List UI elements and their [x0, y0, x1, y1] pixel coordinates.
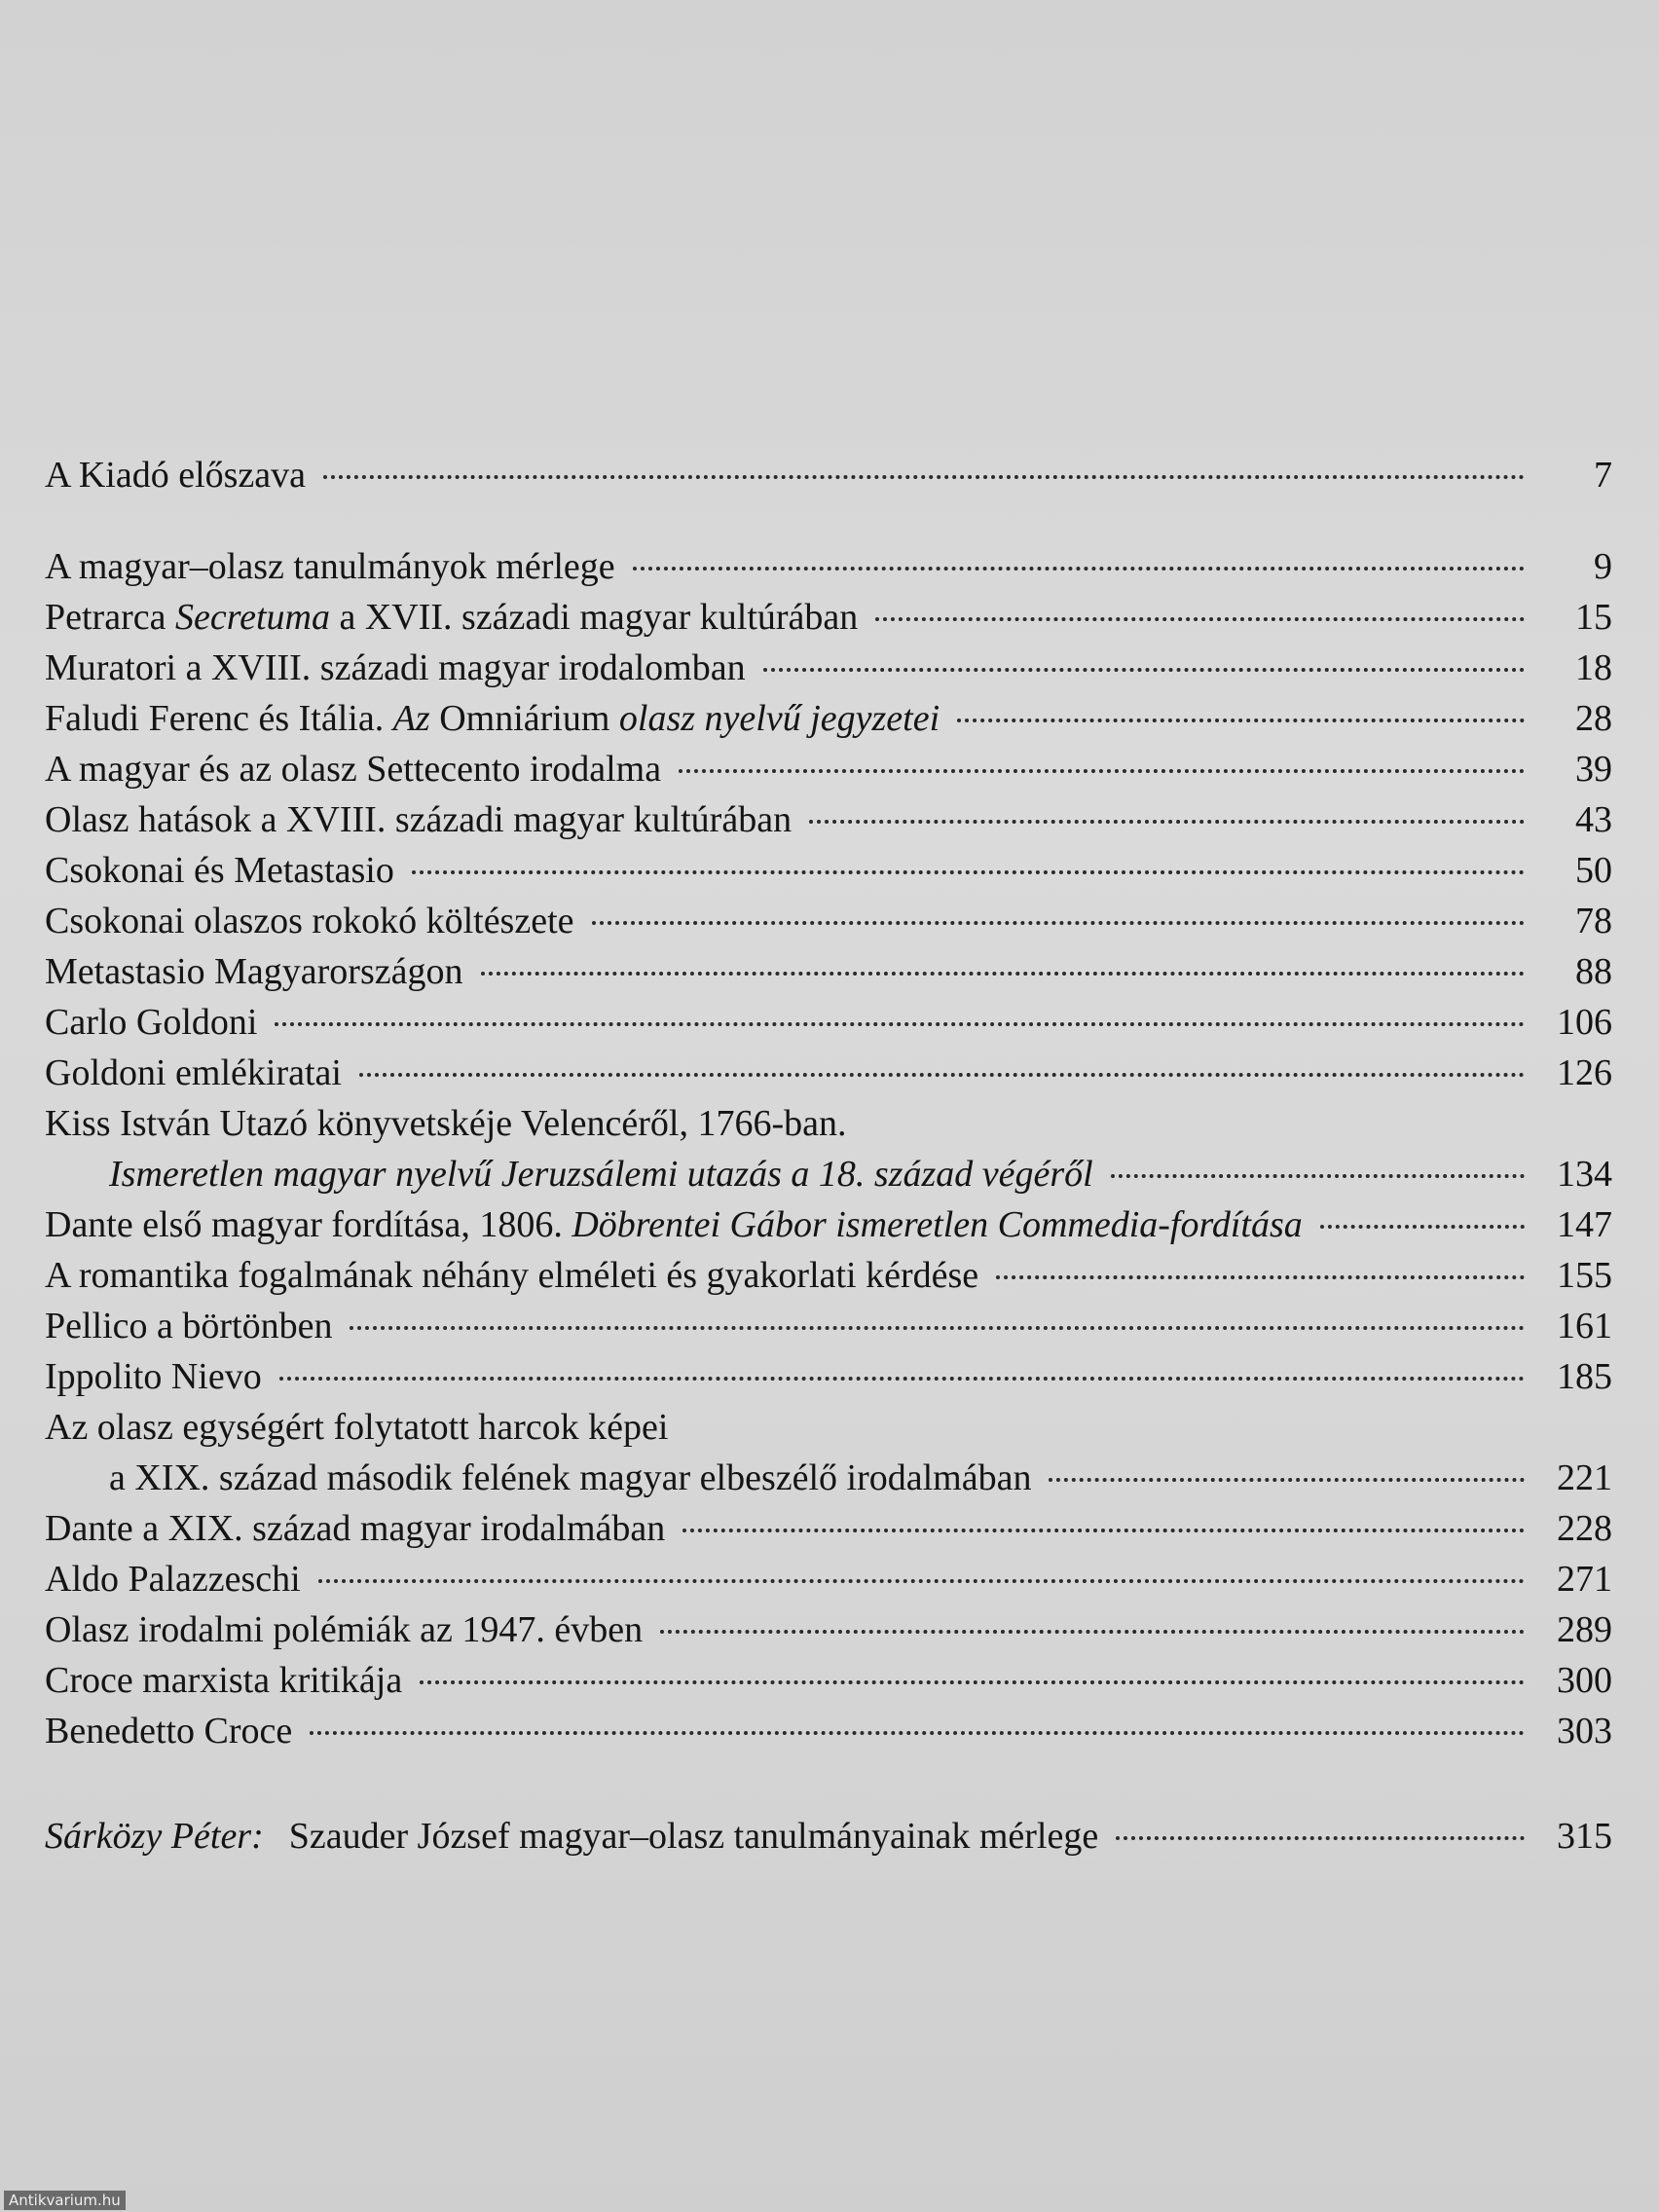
- toc-entry-title: [45, 1301, 332, 1351]
- toc-entry-page-number: 303: [1557, 1711, 1612, 1751]
- toc-entry-title: [45, 1250, 978, 1301]
- toc-entry-page-number: 7: [1594, 455, 1612, 496]
- toc-entry-title-part: Az olasz egységért folytatott harcok képei: [45, 1407, 669, 1448]
- toc-entry-title-part: Secretuma: [174, 597, 330, 638]
- toc-entry-title: [45, 1402, 668, 1453]
- toc-entry-page-number: 221: [1557, 1457, 1612, 1498]
- dot-leader: [318, 1579, 1525, 1583]
- dot-leader: [481, 972, 1526, 976]
- toc-entry-title: [45, 1706, 292, 1756]
- toc-entry-title: [45, 744, 661, 794]
- toc-entry-title: [45, 1199, 1303, 1250]
- toc-entry: [45, 1554, 1612, 1604]
- dot-leader: [809, 820, 1525, 824]
- dot-leader: [957, 719, 1525, 722]
- toc-entry-title-part: Ismeretlen magyar nyelvű Jeruzsálemi utazás a 18. század végéről: [109, 1154, 1093, 1195]
- toc-entry: [45, 1655, 1612, 1706]
- toc-entry-title: [45, 1655, 402, 1706]
- toc-entry: [45, 896, 1612, 946]
- toc-entry-title-part: olasz nyelvű jegyzetei: [609, 698, 940, 739]
- dot-leader: [279, 1377, 1525, 1381]
- toc-entry-title-part: Szauder József magyar–olasz tanulmányainak mérlege: [288, 1816, 1099, 1857]
- toc-entry: [45, 1402, 1612, 1453]
- toc-entry-title: [45, 450, 306, 500]
- toc-entry-title: [45, 997, 257, 1048]
- toc-entry-title-part: Dante a XIX. század magyar irodalmában: [45, 1508, 666, 1549]
- toc-entry-page-number: 155: [1557, 1255, 1612, 1296]
- toc-entry-title-part: Benedetto Croce: [45, 1711, 293, 1751]
- toc-entry-title: [45, 1351, 262, 1402]
- toc-entry-title: [45, 946, 463, 997]
- toc-entry-title: [45, 896, 574, 946]
- dot-leader: [592, 921, 1525, 925]
- toc-entry: [45, 1250, 1612, 1301]
- toc-entry-title-part: Muratori a XVIII. századi magyar irodalomban: [45, 647, 746, 688]
- toc-entry-title: [45, 1503, 665, 1554]
- toc-entry: [45, 794, 1612, 845]
- toc-entry: [45, 1199, 1612, 1250]
- dot-leader: [350, 1326, 1525, 1330]
- dot-leader: [660, 1630, 1525, 1634]
- toc-entry-title-part: Faludi Ferenc és Itália.: [45, 698, 393, 739]
- toc-entry-page-number: 161: [1557, 1306, 1612, 1346]
- toc-entry-title: [45, 541, 615, 592]
- toc-entry-title: [45, 1453, 1031, 1503]
- toc-entry-title-part: Dante első magyar fordítása, 1806.: [45, 1204, 572, 1245]
- toc-entry-page-number: 315: [1557, 1816, 1612, 1857]
- toc-entry-title-part: A magyar és az olasz Settecento irodalma: [45, 749, 662, 790]
- dot-leader: [633, 567, 1525, 571]
- toc-entry-title: [45, 1149, 1093, 1199]
- toc-entry: [45, 1098, 1612, 1149]
- toc-entry: [45, 1503, 1612, 1554]
- toc-entry: [45, 1811, 1612, 1862]
- toc-entry-title: [45, 1098, 846, 1149]
- toc-entry-title-part: Döbrentei Gábor ismeretlen Commedia-fordítása: [571, 1204, 1303, 1245]
- dot-leader: [310, 1731, 1525, 1735]
- toc-entry-title-part: Petrarca: [45, 597, 175, 638]
- toc-entry-page-number: 28: [1575, 698, 1612, 739]
- dot-leader: [1111, 1174, 1525, 1178]
- toc-entry-page-number: 271: [1557, 1559, 1612, 1600]
- toc-entry: [45, 1301, 1612, 1351]
- dot-leader: [1049, 1478, 1525, 1482]
- dot-leader: [679, 769, 1525, 773]
- toc-entry-title: [45, 1048, 342, 1098]
- toc-entry-title-part: Pellico a börtönben: [45, 1306, 333, 1346]
- table-of-contents: [45, 450, 1612, 1862]
- toc-entry-title-part: Csokonai olaszos rokokó költészete: [45, 901, 574, 941]
- toc-entry-page-number: 50: [1575, 850, 1612, 891]
- toc-entry-title-part: Aldo Palazzeschi: [45, 1559, 301, 1600]
- toc-entry: [45, 450, 1612, 500]
- toc-entry: [45, 1149, 1612, 1199]
- toc-entry-page-number: 147: [1557, 1204, 1612, 1245]
- toc-entry: [45, 693, 1612, 744]
- toc-entry: [45, 1048, 1612, 1098]
- toc-entry-title-part: Croce marxista kritikája: [45, 1660, 403, 1701]
- dot-leader: [1320, 1225, 1525, 1229]
- toc-entry-title: [45, 1811, 1098, 1862]
- toc-entry-title: [45, 592, 858, 643]
- toc-entry-page-number: 126: [1557, 1052, 1612, 1093]
- toc-entry-title-part: Carlo Goldoni: [45, 1002, 258, 1043]
- toc-entry-title-part: Az: [392, 698, 440, 739]
- toc-entry: [45, 946, 1612, 997]
- toc-entry-page-number: 78: [1575, 901, 1612, 941]
- toc-entry-title-part: Kiss István Utazó könyvetskéje Velencéről, 1766-ban.: [45, 1103, 847, 1144]
- watermark: Antikvarium.hu: [4, 2191, 126, 2210]
- toc-entry-title-part: a XVII. századi magyar kultúrában: [329, 597, 859, 638]
- toc-entry: [45, 845, 1612, 896]
- toc-entry-page-number: 300: [1557, 1660, 1612, 1701]
- toc-entry-title-part: Goldoni emlékiratai: [45, 1052, 342, 1093]
- toc-entry-page-number: 88: [1575, 951, 1612, 992]
- toc-entry-page-number: 39: [1575, 749, 1612, 790]
- toc-entry: [45, 643, 1612, 693]
- toc-entry-page-number: 43: [1575, 799, 1612, 840]
- toc-entry-title-part: Csokonai és Metastasio: [45, 850, 394, 891]
- toc-entry: [45, 997, 1612, 1048]
- toc-entry-title: [45, 693, 940, 744]
- toc-entry-title: [45, 1604, 643, 1655]
- toc-entry-title-part: A Kiadó előszava: [45, 455, 307, 496]
- dot-leader: [420, 1680, 1525, 1684]
- dot-leader: [359, 1073, 1525, 1077]
- toc-entry: [45, 541, 1612, 592]
- toc-entry-page-number: 15: [1575, 597, 1612, 638]
- toc-entry: [45, 592, 1612, 643]
- toc-entry: [45, 744, 1612, 794]
- toc-entry-title: [45, 845, 394, 896]
- toc-entry-page-number: 9: [1594, 546, 1612, 587]
- toc-entry: [45, 1453, 1612, 1503]
- toc-entry-title-part: Olasz irodalmi polémiák az 1947. évben: [45, 1609, 644, 1650]
- toc-entry-page-number: 18: [1575, 647, 1612, 688]
- dot-leader: [1116, 1836, 1525, 1840]
- dot-leader: [275, 1022, 1525, 1026]
- dot-leader: [875, 617, 1525, 621]
- toc-entry-title-part: Metastasio Magyarországon: [45, 951, 463, 992]
- toc-entry: [45, 1351, 1612, 1402]
- toc-entry-page-number: 134: [1557, 1154, 1612, 1195]
- toc-entry-title-part: a XIX. század második felének magyar elbeszélő irodalmában: [109, 1457, 1032, 1498]
- dot-leader: [682, 1529, 1525, 1532]
- toc-entry-title-part: Olasz hatások a XVIII. századi magyar kultúrában: [45, 799, 793, 840]
- toc-entry-title-part: Omniárium: [439, 698, 610, 739]
- toc-entry-page-number: 185: [1557, 1356, 1612, 1397]
- toc-entry-title-part: A romantika fogalmának néhány elméleti és gyakorlati kérdése: [45, 1255, 979, 1296]
- dot-leader: [996, 1275, 1525, 1279]
- dot-leader: [412, 870, 1525, 874]
- toc-entry-page-number: 289: [1557, 1609, 1612, 1650]
- dot-leader: [763, 668, 1525, 672]
- toc-entry-title: [45, 794, 792, 845]
- dot-leader: [323, 475, 1525, 479]
- toc-entry-title-part: Ippolito Nievo: [45, 1356, 262, 1397]
- toc-entry-page-number: 228: [1557, 1508, 1612, 1549]
- toc-entry-author: Sárközy Péter:: [45, 1816, 264, 1857]
- toc-entry-page-number: 106: [1557, 1002, 1612, 1043]
- toc-entry-title: [45, 1554, 301, 1604]
- toc-entry-title-part: A magyar–olasz tanulmányok mérlege: [45, 546, 615, 587]
- toc-entry: [45, 1604, 1612, 1655]
- toc-entry: [45, 1706, 1612, 1756]
- toc-entry-title: [45, 643, 746, 693]
